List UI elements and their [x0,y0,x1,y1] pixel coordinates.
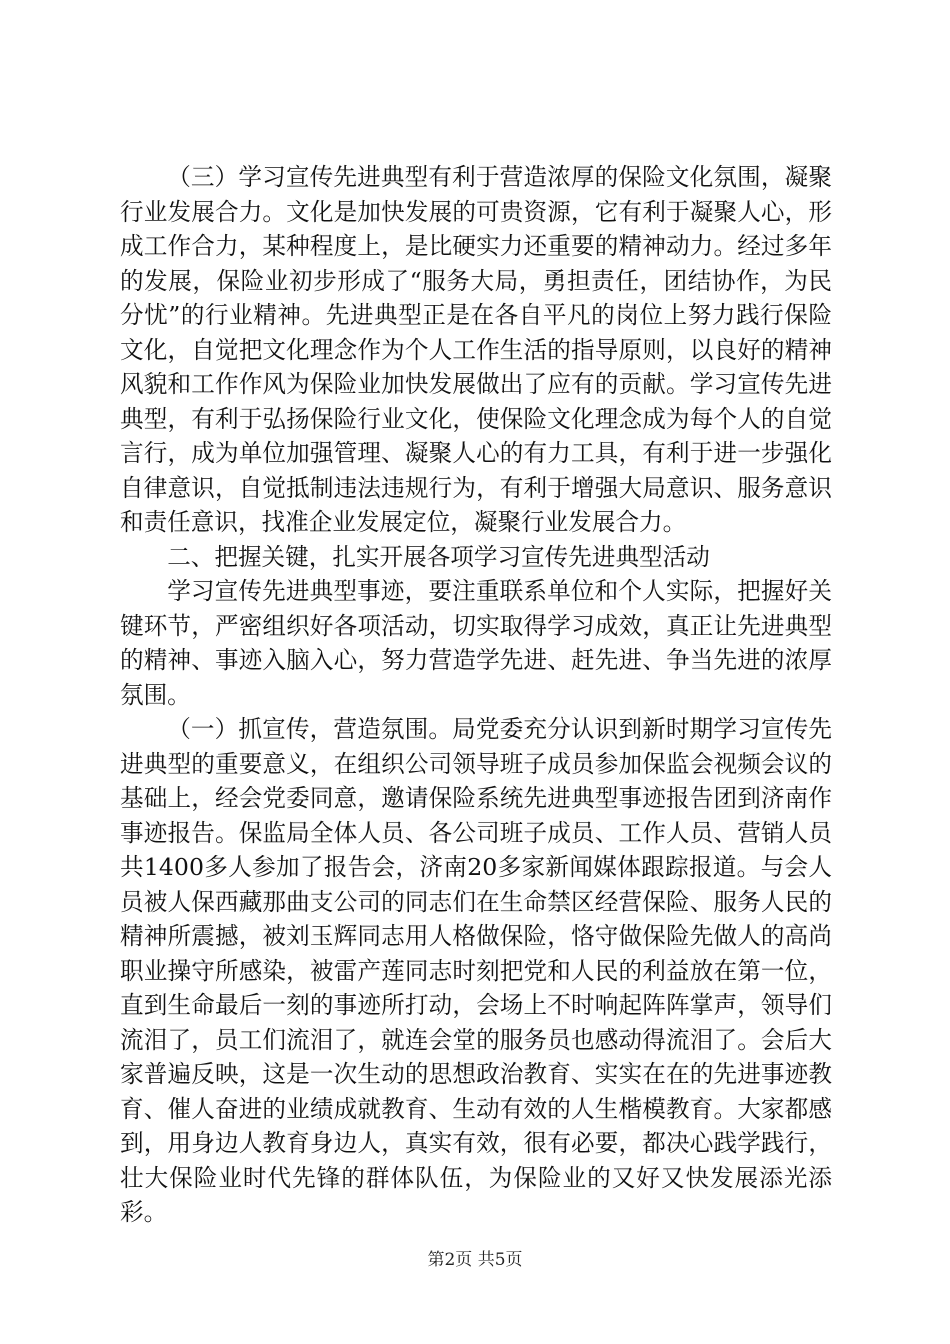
page-number-footer: 第2页 共5页 [427,1250,523,1270]
paragraph-section-three: （三）学习宣传先进典型有利于营造浓厚的保险文化氛围，凝聚行业发展合力。文化是加快发展的可贵资源，它有利于凝聚人心，形成工作合力，某种程度上，是比硬实力还重要的精神动力。经过多年的发展，保险业初步形成了“服务大局，勇担责任，团结协作，为民分忧”的行业精神。先进典型正是在各自平凡的岗位上努力践行保险文化，自觉把文化理念作为个人工作生活的指导原则，以良好的精神风貌和工作作风为保险业加快发展做出了应有的贡献。学习宣传先进典型，有利于弘扬保险行业文化，使保险文化理念成为每个人的自觉言行，成为单位加强管理、凝聚人心的有力工具，有利于进一步强化自律意识，自觉抵制违法违规行为，有利于增强大局意识、服务意识和责任意识，找准企业发展定位，凝聚行业发展合力。 [120,163,832,536]
document-body [120,160,832,1230]
paragraph-subsection-one: （一）抓宣传，营造氛围。局党委充分认识到新时期学习宣传先进典型的重要意义，在组织公司领导班子成员参加保监会视频会议的基础上，经会党委同意，邀请保险系统先进典型事迹报告团到济南作事迹报告。保监局全体人员、各公司班子成员、工作人员、营销人员共1400多人参加了报告会，济南20多家新闻媒体跟踪报道。与会人员被人保西藏那曲支公司的同志们在生命禁区经营保险、服务人民的精神所震撼，被刘玉辉同志用人格做保险，恪守做保险先做人的高尚职业操守所感染，被雷产莲同志时刻把党和人民的利益放在第一位，直到生命最后一刻的事迹所打动，会场上不时响起阵阵掌声，领导们流泪了，员工们流泪了，就连会堂的服务员也感动得流泪了。会后大家普遍反映，这是一次生动的思想政治教育、实实在在的先进事迹教育、催人奋进的业绩成就教育、生动有效的人生楷模教育。大家都感到，用身边人教育身边人，真实有效，很有必要，都决心践学践行，壮大保险业时代先锋的群体队伍，为保险业的又好又快发展添光添彩。 [120,715,832,1226]
paragraph-intro: 学习宣传先进典型事迹，要注重联系单位和个人实际，把握好关键环节，严密组织好各项活动，切实取得学习成效，真正让先进典型的精神、事迹入脑入心，努力营造学先进、赶先进、争当先进的浓厚氛围。 [120,577,832,709]
section-heading-two: 二、把握关键，扎实开展各项学习宣传先进典型活动 [167,542,710,571]
